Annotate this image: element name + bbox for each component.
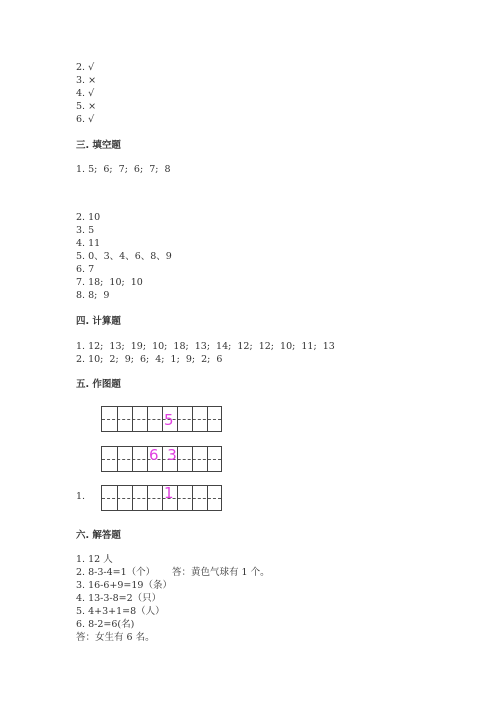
- judgement-answer-3: 3. ×: [76, 75, 97, 86]
- grid-item-label: 1.: [76, 491, 86, 502]
- fill-answer-8: 8. 8; 9: [76, 290, 110, 301]
- calc-answer-1: 1. 12; 13; 19; 10; 18; 13; 14; 12; 12; 10; 11; 13: [76, 341, 335, 352]
- judgement-answer-5: 5. ×: [76, 101, 97, 112]
- solve-answer-3: 3. 16-6+9=19（条）: [76, 580, 172, 591]
- writing-grid-3: [101, 485, 222, 511]
- solve-answer-5: 5. 4+3+1=8（人）: [76, 606, 165, 617]
- calc-answer-2: 2. 10; 2; 9; 6; 4; 1; 9; 2; 6: [76, 354, 223, 365]
- judgement-answer-6: 6. √: [76, 114, 95, 125]
- section-title-calculation: 四. 计算题: [76, 316, 121, 327]
- fill-answer-3: 3. 5: [76, 225, 95, 236]
- solve-answer-6-reply: 答：女生有 6 名。: [76, 632, 155, 643]
- solve-answer-4: 4. 13-3-8=2（只）: [76, 593, 162, 604]
- judgement-answer-4: 4. √: [76, 88, 95, 99]
- fill-answer-2: 2. 10: [76, 212, 101, 223]
- fill-answer-6: 6. 7: [76, 264, 95, 275]
- section-title-drawing: 五. 作图题: [76, 379, 121, 390]
- solve-answer-2: 2. 8-3-4=1（个）: [76, 567, 156, 578]
- solve-answer-2-reply: 答：黄色气球有 1 个。: [172, 567, 270, 578]
- fill-answer-1: 1. 5; 6; 7; 6; 7; 8: [76, 164, 171, 175]
- grid-digit: 6 3: [149, 446, 179, 464]
- solve-answer-1: 1. 12 人: [76, 554, 113, 565]
- solve-answer-6: 6. 8-2=6(名): [76, 619, 135, 630]
- writing-grid-2: [101, 446, 222, 472]
- section-title-word-problems: 六. 解答题: [76, 530, 121, 541]
- fill-answer-5: 5. 0、3、4、6、8、9: [76, 251, 172, 262]
- section-title-fill-blanks: 三. 填空题: [76, 140, 121, 151]
- writing-grid-1: [101, 406, 222, 432]
- grid-digit: 5: [164, 411, 176, 429]
- fill-answer-4: 4. 11: [76, 238, 101, 249]
- judgement-answer-2: 2. √: [76, 62, 95, 73]
- fill-answer-7: 7. 18; 10; 10: [76, 277, 143, 288]
- grid-digit: 1: [164, 484, 176, 502]
